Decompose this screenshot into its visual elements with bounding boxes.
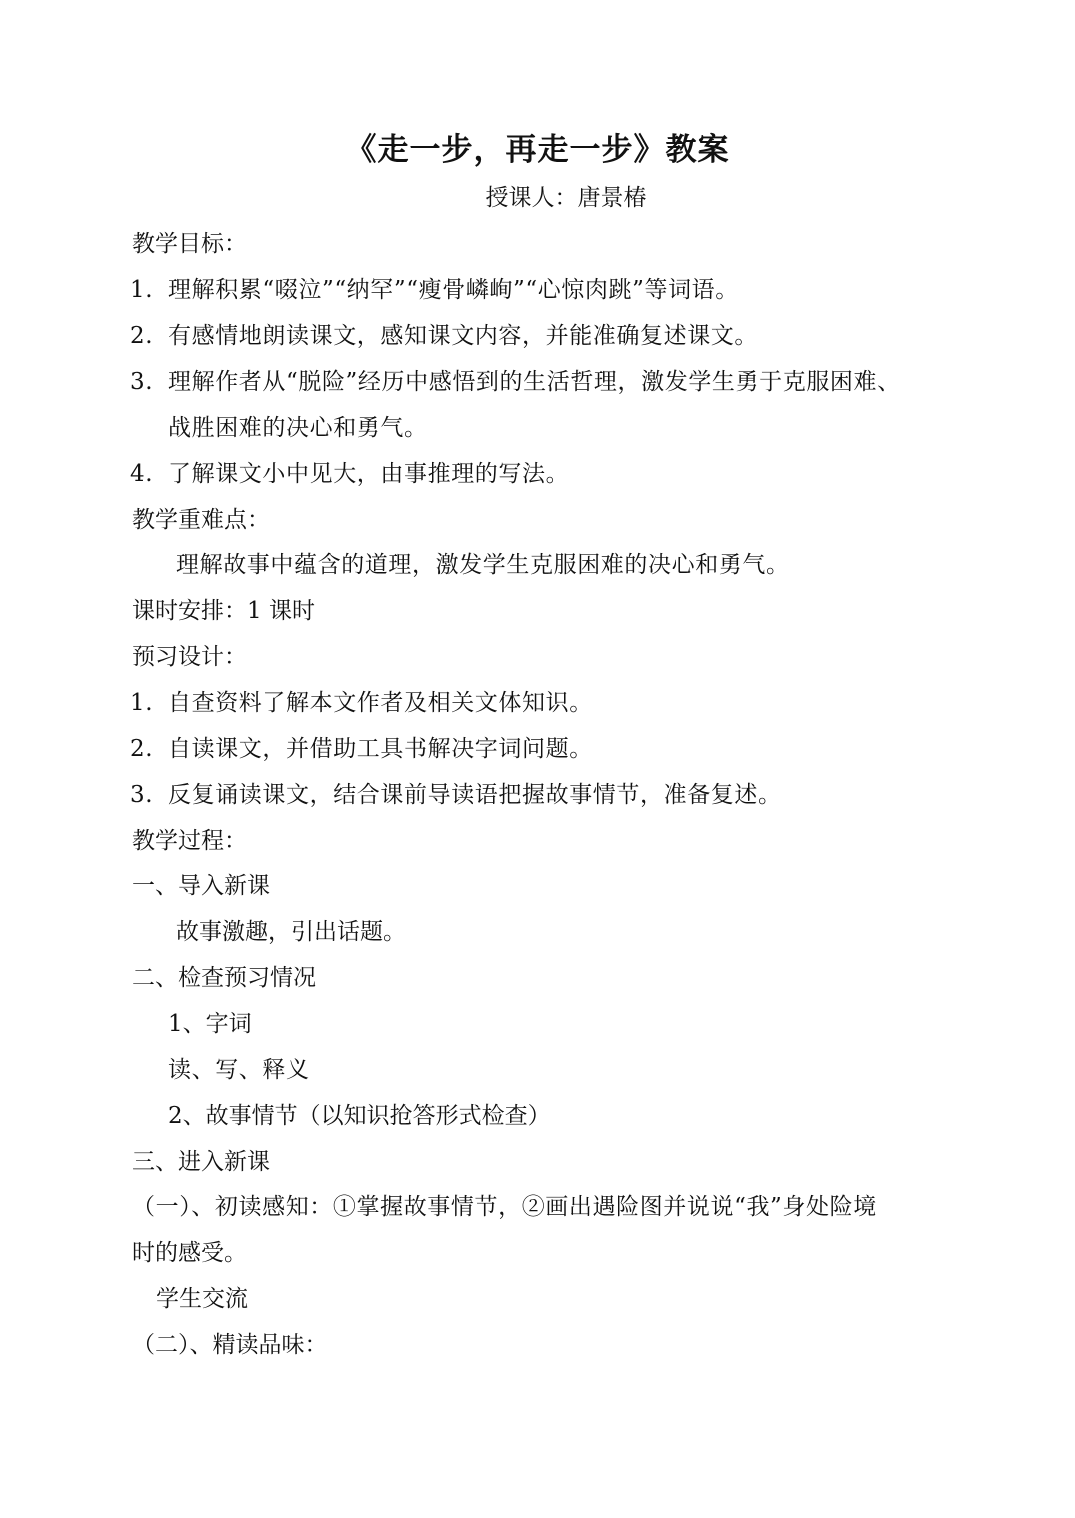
objective-text: 理解作者从“脱险”经历中感悟到的生活哲理，激发学生勇于克服困难、 [168, 369, 901, 395]
section-2-sub-1-text: 读、写、释义 [168, 1057, 310, 1083]
process-heading: 教学过程： [132, 828, 247, 854]
section-3-part-1-line-2: 时的感受。 [132, 1240, 247, 1266]
schedule-line: 课时安排：1 课时 [132, 598, 315, 624]
objective-item-3 [130, 365, 901, 399]
section-3-part-1-text: 学生交流 [156, 1286, 248, 1312]
section-2-title: 二、检查预习情况 [132, 965, 316, 991]
objective-item-1 [130, 273, 739, 307]
preview-text: 反复诵读课文，结合课前导读语把握故事情节，准备复述。 [168, 782, 782, 808]
section-1-title: 一、导入新课 [132, 873, 270, 899]
objective-item-3-continuation: 战胜困难的决心和勇气。 [168, 415, 428, 441]
preview-number: 1. [130, 690, 154, 716]
key-points-text: 理解故事中蕴含的道理，激发学生克服困难的决心和勇气。 [176, 552, 790, 578]
preview-item-1 [130, 686, 593, 720]
document-title: 《走一步，再走一步》教案 [345, 132, 730, 168]
section-3-part-1-line-1: （一）、初读感知：①掌握故事情节，②画出遇险图并说说“我”身处险境 [132, 1194, 877, 1220]
section-1-text: 故事激趣，引出话题。 [176, 919, 406, 945]
preview-text: 自查资料了解本文作者及相关文体知识。 [168, 690, 593, 716]
objective-text: 了解课文小中见大，由事推理的写法。 [168, 461, 570, 487]
preview-item-2 [130, 732, 593, 766]
section-3-title: 三、进入新课 [132, 1149, 270, 1175]
objective-number: 4. [130, 461, 154, 487]
section-3-part-2: （二）、精读品味： [132, 1332, 328, 1358]
objectives-heading: 教学目标： [132, 231, 247, 257]
objective-text: 有感情地朗读课文，感知课文内容，并能准确复述课文。 [168, 323, 758, 349]
objective-number: 3. [130, 369, 154, 395]
preview-item-3 [130, 778, 782, 812]
objective-item-2 [130, 319, 758, 353]
section-2-sub-1: 1、字词 [168, 1011, 252, 1037]
objective-item-4 [130, 457, 569, 491]
objective-text: 理解积累“啜泣”“纳罕”“瘦骨嶙峋”“心惊肉跳”等词语。 [168, 277, 739, 303]
objective-number: 1. [130, 277, 154, 303]
preview-number: 3. [130, 782, 154, 808]
section-2-sub-2: 2、故事情节（以知识抢答形式检查） [168, 1103, 551, 1129]
preview-number: 2. [130, 736, 154, 762]
preview-heading: 预习设计： [132, 644, 247, 670]
key-points-heading: 教学重难点： [132, 507, 270, 533]
preview-text: 自读课文，并借助工具书解决字词问题。 [168, 736, 593, 762]
objective-number: 2. [130, 323, 154, 349]
author-line: 授课人：唐景椿 [485, 185, 647, 211]
